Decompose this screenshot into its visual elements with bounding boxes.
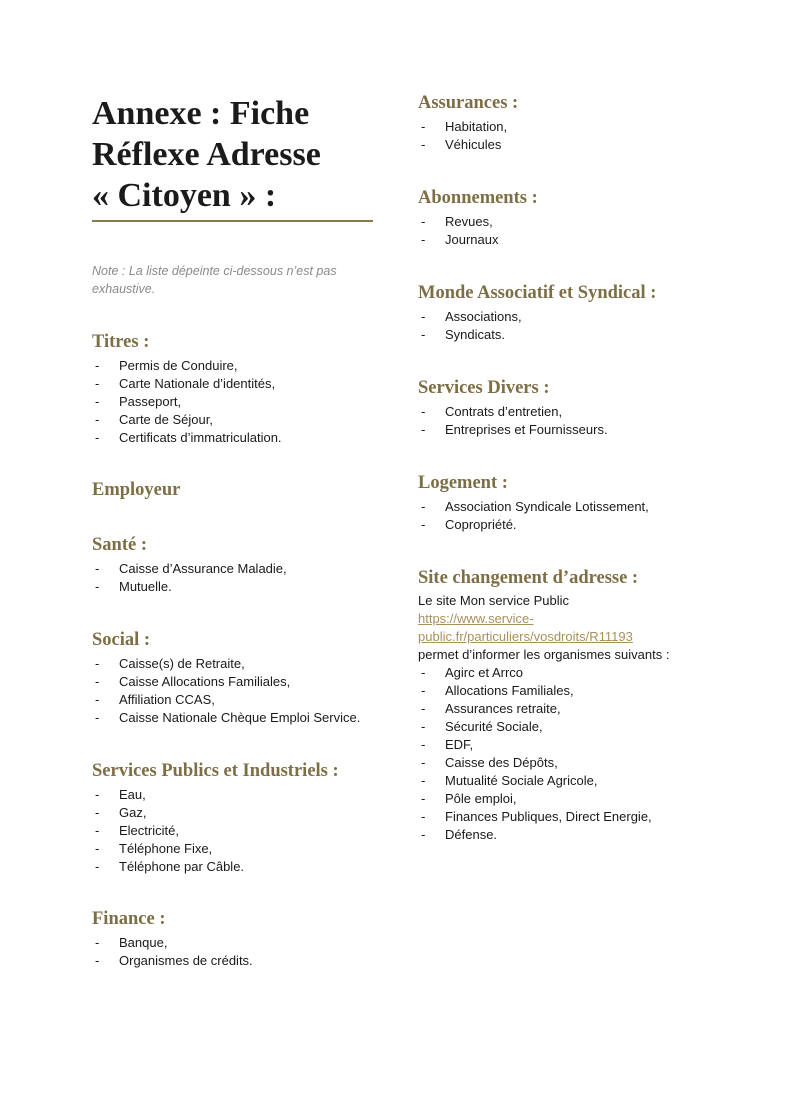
section-logement xyxy=(418,472,748,534)
section-heading: Titres : xyxy=(92,332,150,352)
section-site-changement-adresse xyxy=(418,567,748,844)
item-list xyxy=(418,403,748,439)
list-item: - Mutualité Sociale Agricole, xyxy=(418,772,748,790)
item-list xyxy=(92,655,377,727)
list-item: - Eau, xyxy=(92,786,377,804)
list-item: - Caisse Nationale Chèque Emploi Service. xyxy=(92,709,377,727)
section-employeur xyxy=(92,479,377,501)
list-item: - Contrats d’entretien, xyxy=(418,403,748,421)
left-column xyxy=(92,93,377,970)
section-finance xyxy=(92,908,377,970)
list-item: - Pôle emploi, xyxy=(418,790,748,808)
section-heading: Assurances : xyxy=(418,93,519,113)
list-item: - Caisse(s) de Retraite, xyxy=(92,655,377,673)
list-item: - Caisse d’Assurance Maladie, xyxy=(92,560,377,578)
section-heading: Site changement d’adresse : xyxy=(418,568,639,588)
list-item: - Carte Nationale d’identités, xyxy=(92,375,377,393)
list-item: - Téléphone par Câble. xyxy=(92,858,377,876)
item-list xyxy=(92,786,377,876)
item-list xyxy=(92,934,377,970)
list-item: - Habitation, xyxy=(418,118,748,136)
list-item: - Sécurité Sociale, xyxy=(418,718,748,736)
item-list xyxy=(418,498,748,534)
item-list xyxy=(418,118,748,154)
service-public-link[interactable] xyxy=(418,610,748,646)
section-heading: Social : xyxy=(92,630,151,650)
list-item: - Electricité, xyxy=(92,822,377,840)
list-item: - Associations, xyxy=(418,308,748,326)
item-list xyxy=(92,357,377,447)
list-item: - Caisse Allocations Familiales, xyxy=(92,673,377,691)
list-item: - Passeport, xyxy=(92,393,377,411)
section-heading: Services Publics et Industriels : xyxy=(92,761,339,781)
list-item: - Permis de Conduire, xyxy=(92,357,377,375)
section-heading: Monde Associatif et Syndical : xyxy=(418,283,657,303)
list-item: - Association Syndicale Lotissement, xyxy=(418,498,748,516)
list-item: - Copropriété. xyxy=(418,516,748,534)
section-heading: Employeur xyxy=(92,480,181,500)
list-item: - Banque, xyxy=(92,934,377,952)
list-item: - Mutuelle. xyxy=(92,578,377,596)
item-list xyxy=(418,308,748,344)
section-social xyxy=(92,629,377,727)
section-heading: Logement : xyxy=(418,473,508,493)
list-item: - Gaz, xyxy=(92,804,377,822)
list-item: - Syndicats. xyxy=(418,326,748,344)
list-item: - Défense. xyxy=(418,826,748,844)
section-titres xyxy=(92,331,377,447)
site-intro: Le site Mon service Public xyxy=(418,593,570,608)
link-line-1: https://www.service- xyxy=(418,611,534,626)
link-line-2: public.fr/particuliers/vosdroits/R11193 xyxy=(418,629,633,644)
title-line-2: Réflexe Adresse xyxy=(92,136,321,173)
list-item: - Journaux xyxy=(418,231,748,249)
title-line-1: Annexe : Fiche xyxy=(92,95,310,132)
site-after: permet d’informer les organismes suivants : xyxy=(418,647,670,662)
list-item: - Caisse des Dépôts, xyxy=(418,754,748,772)
list-item: - Organismes de crédits. xyxy=(92,952,377,970)
list-item: - Véhicules xyxy=(418,136,748,154)
list-item: - Allocations Familiales, xyxy=(418,682,748,700)
list-item: - Assurances retraite, xyxy=(418,700,748,718)
section-monde-associatif xyxy=(418,282,748,344)
section-services-divers xyxy=(418,377,748,439)
list-item: - Agirc et Arrco xyxy=(418,664,748,682)
title-divider xyxy=(92,220,373,222)
list-item: - Téléphone Fixe, xyxy=(92,840,377,858)
list-item: - Affiliation CCAS, xyxy=(92,691,377,709)
section-heading: Abonnements : xyxy=(418,188,538,208)
section-sante xyxy=(92,534,377,596)
section-assurances xyxy=(418,92,748,154)
title-line-3: « Citoyen » : xyxy=(92,177,277,214)
list-item: - Entreprises et Fournisseurs. xyxy=(418,421,748,439)
item-list xyxy=(418,213,748,249)
list-item: - Finances Publiques, Direct Energie, xyxy=(418,808,748,826)
section-heading: Santé : xyxy=(92,535,147,555)
right-column xyxy=(418,92,748,844)
item-list xyxy=(92,560,377,596)
section-heading: Services Divers : xyxy=(418,378,550,398)
list-item: - Carte de Séjour, xyxy=(92,411,377,429)
page-title xyxy=(92,93,377,216)
section-heading: Finance : xyxy=(92,909,166,929)
list-item: - Certificats d’immatriculation. xyxy=(92,429,377,447)
item-list xyxy=(418,664,748,844)
section-services-publics xyxy=(92,760,377,876)
note-text: Note : La liste dépeinte ci-dessous n’est pas exhaustive. xyxy=(92,264,337,296)
section-abonnements xyxy=(418,187,748,249)
list-item: - Revues, xyxy=(418,213,748,231)
list-item: - EDF, xyxy=(418,736,748,754)
